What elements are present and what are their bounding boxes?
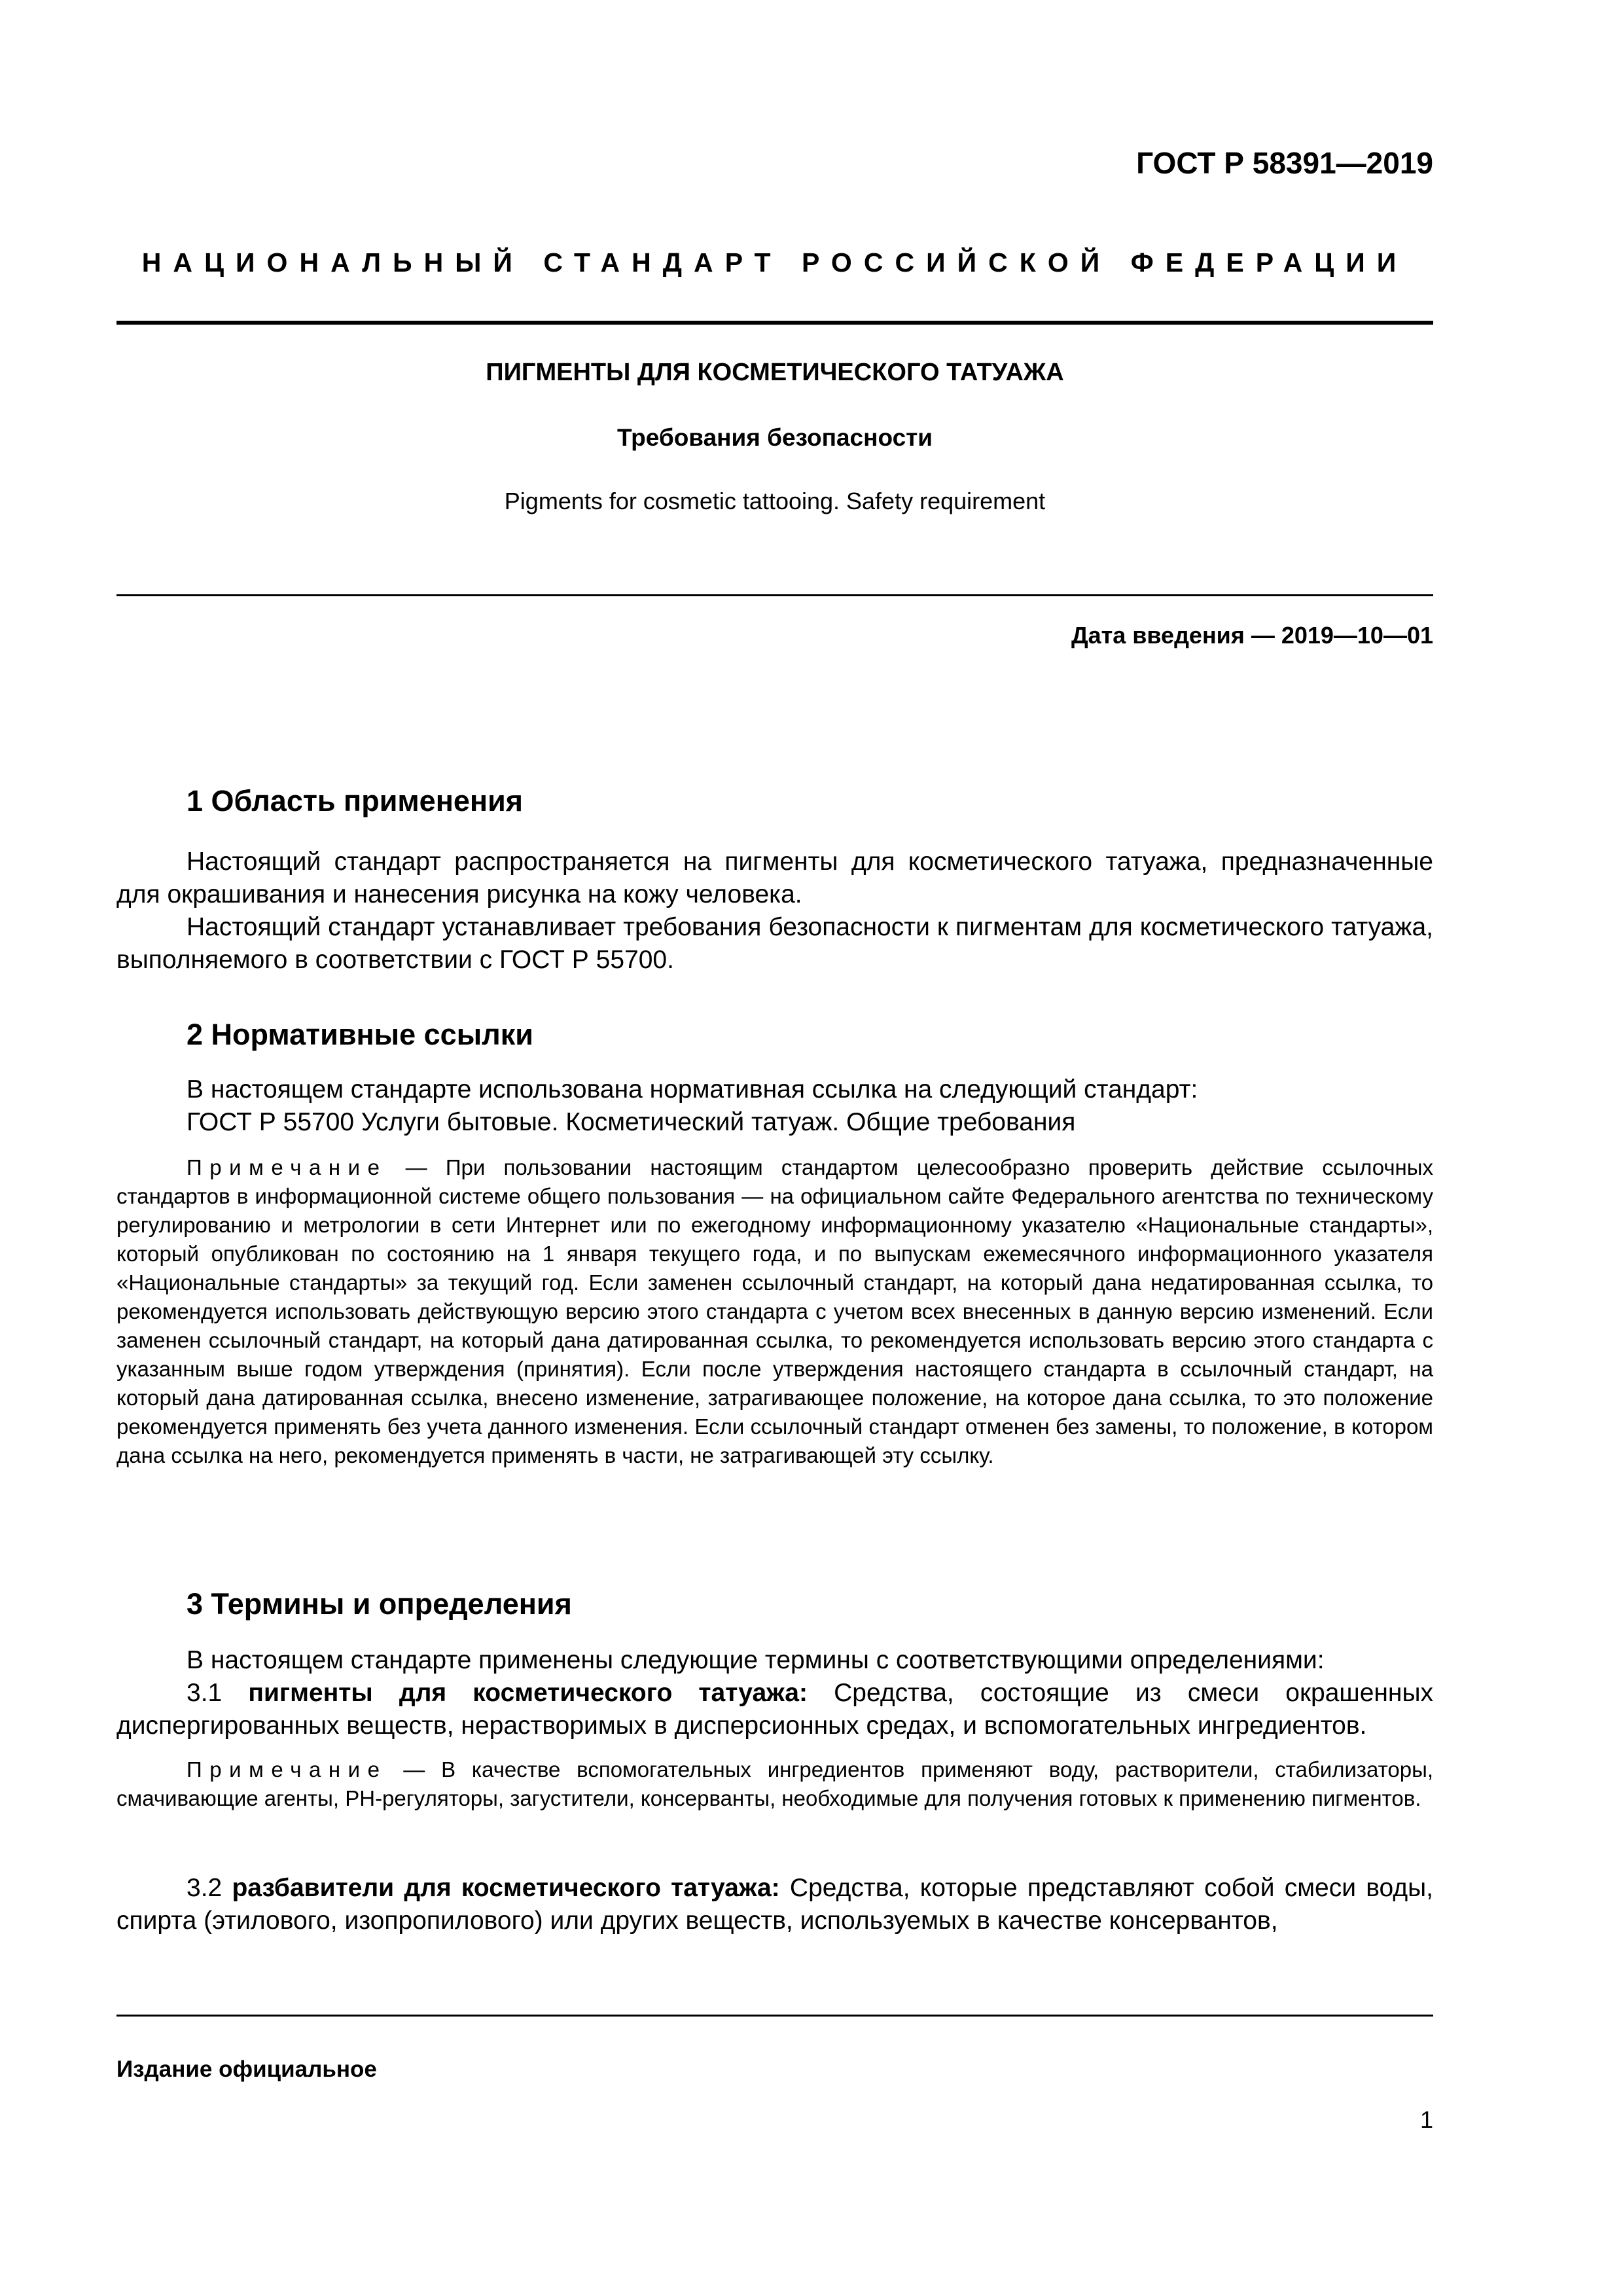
note-text: — В качестве вспомогательных ингредиентов применяют воду, растворители, стабилизаторы, смачивающие агенты, РН-регуляторы, загустители, консерванты, необходимые для получения готовых к применению пигментов. (116, 1757, 1433, 1810)
section-2-heading: 2 Нормативные ссылки (187, 1018, 533, 1051)
section-2-paragraph-1: В настоящем стандарте использована нормативная ссылка на следующий стандарт: (187, 1075, 1198, 1103)
term-3-2-number: 3.2 (187, 1874, 223, 1902)
section-1-heading: 1 Область применения (187, 784, 524, 817)
section-1-paragraph-2: Настоящий стандарт устанавливает требования безопасности к пигментам для косметического татуажа, выполняемого в соответствии с ГОСТ Р 55700. (116, 913, 1433, 974)
national-standard-heading: НАЦИОНАЛЬНЫЙ СТАНДАРТ РОССИЙСКОЙ ФЕДЕРАЦИИ (141, 247, 1408, 278)
term-3-1 (116, 1677, 1433, 1742)
document-title: ПИГМЕНТЫ ДЛЯ КОСМЕТИЧЕСКОГО ТАТУАЖА (486, 359, 1064, 386)
term-3-1-definition: Средства, состоящие из смеси окрашенных диспергированных веществ, нерастворимых в дисперсионных средах, и вспомогательных ингредиентов. (116, 1679, 1433, 1740)
header-divider (116, 321, 1433, 325)
term-3-2 (116, 1872, 1433, 1937)
section-1-paragraph-1: Настоящий стандарт распространяется на пигменты для косметического татуажа, предназначенные для окрашивания и нанесения рисунка на кожу человека. (116, 848, 1433, 908)
section-3-note (116, 1755, 1433, 1813)
english-title: Pigments for cosmetic tattooing. Safety requirement (504, 488, 1046, 514)
edition-label: Издание официальное (116, 2056, 377, 2082)
term-3-1-name: пигменты для косметического татуажа: (248, 1679, 808, 1707)
introduction-date: Дата введения — 2019—10—01 (1071, 622, 1433, 649)
section-3-body (116, 1644, 1433, 1742)
note-label: Примечание (187, 1155, 387, 1179)
section-1-body (116, 846, 1433, 977)
section-3-intro: В настоящем стандарте применены следующие термины с соответствующими определениями: (187, 1646, 1325, 1674)
term-3-2-name: разбавители для косметического татуажа: (232, 1874, 780, 1902)
gost-code: ГОСТ Р 58391—2019 (1136, 146, 1433, 180)
term-3-2-definition: Средства, которые представляют собой смеси воды, спирта (этилового, изопропилового) или других веществ, используемых в качестве консервантов, (116, 1874, 1434, 1935)
term-3-1-number: 3.1 (187, 1679, 223, 1707)
note-label: Примечание (187, 1757, 387, 1782)
term-3-2-block (116, 1872, 1433, 1937)
section-3-heading: 3 Термины и определения (187, 1587, 572, 1621)
section-2-body (116, 1073, 1433, 1139)
page-number: 1 (1419, 2106, 1433, 2133)
section-2-note (116, 1153, 1433, 1470)
footer-divider (116, 2015, 1433, 2017)
title-divider (116, 594, 1433, 596)
note-text: — При пользовании настоящим стандартом целесообразно проверить действие ссылочных стандартов в информационной системе общего пользования — на официальном сайте Федерального агентства по техническому регулированию и метрологии в сети Интернет или по ежегодному информационному указателю «Национальные стандарты», который опубликован по состоянию на 1 января текущего года, и по выпускам ежемесячного информационного указателя «Национальные стандарты» за текущий год. Если заменен ссылочный стандарт, на который дана недатированная ссылка, то рекомендуется использовать действующую версию этого стандарта с учетом всех внесенных в данную версию изменений. Если заменен ссылочный стандарт, на который дана датированная ссылка, то рекомендуется использовать версию этого стандарта с указанным выше годом утверждения (принятия). Если после утверждения настоящего стандарта в ссылочный стандарт, на который дана датированная ссылка, внесено изменение, затрагивающее положение, на которое дана ссылка, то это положение рекомендуется применять без учета данного изменения. Если ссылочный стандарт отменен без замены, то положение, в котором дана ссылка на него, рекомендуется применять в части, не затрагивающей эту ссылку. (116, 1155, 1433, 1467)
document-subtitle: Требования безопасности (616, 424, 933, 451)
section-2-paragraph-2: ГОСТ Р 55700 Услуги бытовые. Косметический татуаж. Общие требования (187, 1108, 1076, 1136)
